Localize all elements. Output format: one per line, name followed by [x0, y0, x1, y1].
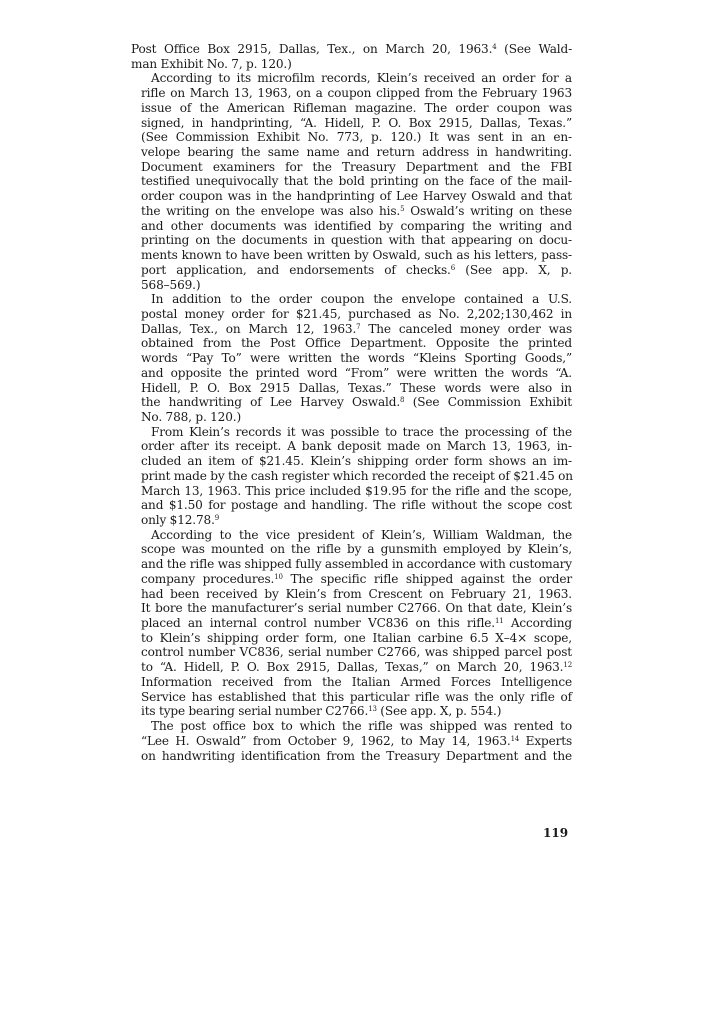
text-line: printing on the documents in question with that appearing on docu- — [141, 233, 572, 248]
footnote-marker: 6 — [450, 263, 456, 272]
text-line: company procedures.$^{10}$ The specific rifle shipped against the order — [141, 571, 572, 586]
text-line: order coupon was in the handprinting of Lee Harvey Oswald and that — [141, 189, 572, 204]
footnote-marker: 11 — [495, 617, 504, 626]
paragraph — [131, 719, 572, 763]
text-line: The post office box to which the rifle was shipped was rented to — [151, 719, 572, 734]
text-line: March 13, 1963. This price included $19.95 for the rifle and the scope, — [141, 483, 572, 498]
paragraph — [131, 425, 572, 528]
text-line: words “Pay To” were written the words “Kleins Sporting Goods,” — [141, 351, 572, 366]
text-line: to “A. Hidell, P. O. Box 2915, Dallas, Texas,” on March 20, 1963.12 — [141, 660, 572, 675]
text-line: on handwriting identification from the Treasury Department and the — [141, 748, 572, 763]
document-page — [131, 42, 572, 763]
footnote-marker: 13 — [368, 705, 377, 714]
text-line: issue of the American Rifleman magazine. The order coupon was — [141, 100, 572, 115]
footnote-marker: 9 — [214, 514, 220, 522]
text-line: Information received from the Italian Armed Forces Intelligence — [141, 674, 572, 689]
footnote-marker: 4 — [492, 43, 497, 51]
text-line: signed, in handprinting, “A. Hidell, P. O. Box 2915, Dallas, Texas.” — [141, 115, 572, 130]
text-line: and $1.50 for postage and handling. The rifle without the scope cost — [141, 498, 572, 513]
text-line: the handwriting of Lee Harvey Oswald.$^8$ (See Commission Exhibit — [141, 395, 572, 410]
text-line: placed an internal control number VC836 on this rifle.$^{11}$ According — [141, 616, 572, 631]
text-line: No. 788, p. 120.) — [141, 409, 242, 424]
text-line: rifle on March 13, 1963, on a coupon clipped from the February 1963 — [141, 86, 572, 101]
page-number: 119 — [543, 826, 569, 840]
paragraph — [131, 71, 572, 292]
text-line: According to the vice president of Klein’s, William Waldman, the — [151, 527, 572, 542]
text-line: only $12.78.$^9$ — [141, 513, 220, 527]
text-line: had been received by Klein’s from Crescent on February 21, 1963. — [141, 586, 572, 601]
text-line: obtained from the Post Office Department. Opposite the printed — [141, 336, 572, 351]
text-line: velope bearing the same name and return address in handwriting. — [141, 145, 572, 160]
text-line: and opposite the printed word “From” were written the words “A. — [141, 365, 572, 380]
text-line: It bore the manufacturer’s serial number C2766. On that date, Klein’s — [141, 601, 572, 616]
text-line: cluded an item of $21.45. Klein’s shipping order form shows an im- — [141, 454, 572, 469]
text-line: Document examiners for the Treasury Department and the FBI — [141, 159, 572, 174]
text-line: Service has established that this particular rifle was the only rifle of — [141, 689, 572, 704]
text-line: In addition to the order coupon the envelope contained a U.S. — [151, 292, 572, 307]
footnote-marker: 14 — [510, 734, 520, 743]
text-line: to Klein’s shipping order form, one Italian carbine 6.5 X–4× scope, — [141, 630, 572, 645]
footnote-marker: 10 — [274, 572, 283, 581]
text-line: 568–569.) — [141, 277, 201, 292]
text-line: man Exhibit No. 7, p. 120.) — [131, 56, 292, 71]
paragraph — [131, 42, 572, 71]
text-line: its type bearing serial number C2766.13 (See app. X, p. 554.) — [141, 704, 502, 719]
text-line: and other documents was identified by comparing the writing and — [141, 218, 572, 233]
footnote-marker: 5 — [400, 204, 405, 213]
text-line: and the rifle was shipped fully assembled in accordance with customary — [141, 557, 572, 572]
text-line: “Lee H. Oswald” from October 9, 1962, to May 14, 1963.14 Experts — [141, 733, 572, 748]
footnote-marker: 12 — [563, 661, 572, 670]
text-line: scope was mounted on the rifle by a gunsmith employed by Klein’s, — [141, 542, 572, 557]
text-line: Hidell, P. O. Box 2915 Dallas, Texas.” These words were also in — [141, 380, 572, 395]
paragraph — [131, 528, 572, 719]
text-line: From Klein’s records it was possible to trace the processing of the — [151, 424, 572, 439]
text-line: the writing on the envelope was also his.$^5$ Oswald’s writing on these — [141, 203, 572, 218]
paragraph — [131, 292, 572, 424]
text-line: Post Office Box 2915, Dallas, Tex., on March 20, 1963.$^4$ (See Wald- — [131, 42, 572, 56]
text-line: port application, and endorsements of checks.$^6$ (See app. X, p. — [141, 262, 573, 277]
text-line: ments known to have been written by Oswald, such as his letters, pass- — [141, 248, 572, 263]
text-line: (See Commission Exhibit No. 773, p. 120.) It was sent in an en- — [141, 130, 572, 145]
text-line: print made by the cash register which recorded the receipt of $21.45 on — [141, 468, 573, 483]
text-line: order after its receipt. A bank deposit made on March 13, 1963, in- — [141, 439, 572, 454]
text-line: control number VC836, serial number C2766, was shipped parcel post — [141, 645, 572, 660]
footnote-marker: 7 — [356, 322, 361, 331]
text-line: testified unequivocally that the bold printing on the face of the mail- — [141, 174, 572, 189]
footnote-marker: 8 — [400, 396, 405, 405]
text-line: According to its microfilm records, Klein’s received an order for a — [151, 71, 572, 86]
text-line: postal money order for $21.45, purchased as No. 2,202;130,462 in — [141, 306, 572, 321]
text-line: Dallas, Tex., on March 12, 1963.$^7$ The canceled money order was — [141, 321, 572, 336]
